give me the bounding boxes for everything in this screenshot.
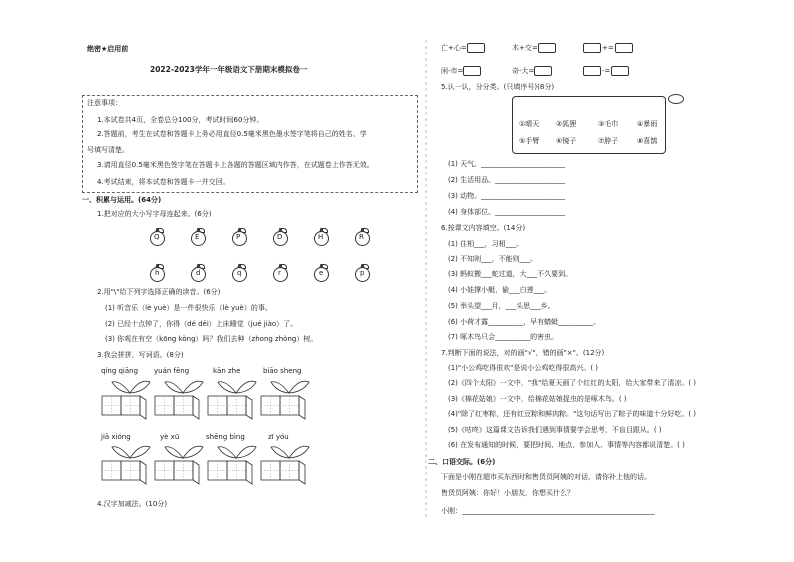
letter-lower: r bbox=[278, 269, 281, 277]
leaf-icon bbox=[271, 446, 309, 458]
judge-item: (6) 在发布通知的时候，要把时间、地点、参加人、事情等内容都说清楚。( ) bbox=[448, 441, 685, 449]
letter-lower: d bbox=[196, 269, 201, 277]
judge-item: (4)"除了红枣粽，还有红豆粽和鲜肉粽。"这句话写出了粽子的味道十分好吃。( ) bbox=[448, 410, 697, 418]
answer-box[interactable] bbox=[534, 66, 552, 76]
fill-item: (2) 不知则___，不能则___。 bbox=[448, 255, 538, 263]
word-item: ①晴天 bbox=[519, 120, 540, 128]
question-2-item: (3) 你观在有空（kōng kòng）吗？我们去种（zhong zhòng）树。 bbox=[105, 335, 318, 343]
leaf-icon bbox=[112, 381, 150, 393]
pinyin-label: yuán fēng bbox=[154, 367, 190, 375]
pinyin-label: kān zhe bbox=[213, 367, 241, 375]
classify-item: (1) 天气。________________________ bbox=[448, 160, 566, 168]
page-title: 2022-2023学年一年级语文下册期末模拟卷一 bbox=[150, 65, 308, 74]
question-2-item: (2) 已经十点钟了，你得（dé děi）上床睡觉（jué jiào）了。 bbox=[105, 320, 298, 328]
letter-upper: Q bbox=[154, 233, 160, 241]
char-math: 木+交= bbox=[512, 43, 556, 53]
judge-item: (3)《棉花姑娘》一文中，给棉花姑娘捉虫的是啄木鸟。( ) bbox=[448, 395, 627, 403]
answer-box[interactable] bbox=[467, 43, 485, 53]
notice-heading: 注意事项： bbox=[87, 99, 122, 107]
answer-box[interactable] bbox=[538, 43, 556, 53]
pinyin-label: jiā xióng bbox=[101, 433, 131, 441]
leaf-icon bbox=[271, 381, 309, 393]
notice-item: 3.请用直径0.5毫米黑色签字笔在答题卡上各题的答题区域内作答，在试题卷上作答无效。 bbox=[97, 161, 374, 169]
answer-box[interactable] bbox=[463, 66, 481, 76]
pinyin-label: biāo sheng bbox=[263, 367, 302, 375]
classify-item: (3) 动物。________________________ bbox=[448, 192, 566, 200]
classify-item: (4) 身体部位。____________________ bbox=[448, 208, 566, 216]
word-item: ⑤手臂 bbox=[519, 137, 540, 145]
judge-item: (2)《四个太阳》一文中，"我"给夏天画了个红红的太阳，给大家带来了清凉。( ) bbox=[448, 379, 697, 387]
question-3: 3.我会拼拼，写词语。(8分) bbox=[97, 351, 184, 359]
fill-item: (5) 举头望___月，___头思___乡。 bbox=[448, 302, 555, 310]
fill-item: (1) 住相___，习相___。 bbox=[448, 240, 524, 248]
question-6: 6.按课文内容填空。(14分) bbox=[441, 224, 526, 232]
word-item: ④暴雨 bbox=[637, 120, 658, 128]
letter-upper: E bbox=[195, 233, 200, 241]
notice-item: 号填写清楚。 bbox=[87, 146, 129, 154]
oral-answer-line: 小刚：_______________________________________________________ bbox=[441, 507, 655, 515]
notice-item: 1.本试卷共4页，全卷总分100分，考试时间60分钟。 bbox=[97, 116, 264, 124]
oral-line: 售货员阿姨：你好！小朋友，你想买什么？ bbox=[441, 489, 574, 497]
question-5: 5.认一认，分分类。(只填序号)(8分) bbox=[441, 83, 555, 91]
answer-box[interactable] bbox=[583, 66, 601, 76]
word-item: ②狐狸 bbox=[556, 120, 577, 128]
question-1: 1.把对应的大小写字母连起来。(6分) bbox=[97, 210, 212, 218]
bird-icon bbox=[668, 94, 684, 104]
classify-item: (2) 生活用品。____________________ bbox=[448, 176, 566, 184]
char-math: 闲-市= bbox=[441, 66, 481, 76]
word-item: ⑥镜子 bbox=[556, 137, 577, 145]
fill-item: (4) 小娃撑小艇，偷___白莲___。 bbox=[448, 286, 552, 294]
fill-item: (3) 蚂蚁搬___蛇过道，大___不久要到。 bbox=[448, 270, 573, 278]
letter-lower: p bbox=[360, 269, 365, 277]
question-7: 7.判断下面的说法，对的画"√"，错的画"×"。(12分) bbox=[441, 349, 605, 357]
char-math: -= bbox=[583, 66, 629, 76]
leaf-icon bbox=[165, 381, 203, 393]
question-2: 2.用"\"给下列字选择正确的读音。(6分) bbox=[97, 288, 221, 296]
answer-box[interactable] bbox=[615, 43, 633, 53]
section-heading: 一、积累与运用。(64分) bbox=[82, 196, 162, 204]
word-item: ⑦脖子 bbox=[598, 137, 619, 145]
char-math: 亡+心= bbox=[441, 43, 485, 53]
answer-box[interactable] bbox=[583, 43, 601, 53]
oral-description: 下面是小刚在超市买东西时和售货员阿姨的对话，请你补上他的话。 bbox=[441, 473, 651, 481]
word-item: ⑧喜鹊 bbox=[637, 137, 658, 145]
pinyin-label: zī yóu bbox=[268, 433, 289, 441]
pinyin-label: yè xū bbox=[160, 433, 180, 441]
pinyin-label: qíng qiāng bbox=[101, 367, 139, 375]
letter-upper: D bbox=[277, 233, 283, 241]
leaf-icon bbox=[218, 381, 256, 393]
answer-box[interactable] bbox=[611, 66, 629, 76]
leaf-icon bbox=[112, 446, 150, 458]
secret-label: 绝密★启用前 bbox=[87, 45, 129, 53]
fill-item: (7) 啄木鸟只会__________的害虫。 bbox=[448, 333, 559, 341]
letter-lower: h bbox=[155, 269, 160, 277]
letter-upper: P bbox=[236, 233, 241, 241]
judge-item: (5)《咕咚》这篇课文告诉我们遇到事情要学会思考，不盲目跟从。( ) bbox=[448, 426, 662, 434]
letter-upper: H bbox=[318, 233, 324, 241]
notice-item: 4.考试结束，将本试卷和答题卡一并交回。 bbox=[97, 178, 230, 186]
letter-upper: R bbox=[359, 233, 364, 241]
char-math: 奇-大= bbox=[512, 66, 552, 76]
notice-item: 2.答题前，考生在试卷和答题卡上务必用直径0.5毫米黑色墨水签字笔将自己的姓名、学 bbox=[97, 130, 367, 138]
section-heading: 二、口语交际。(6分) bbox=[428, 458, 496, 466]
letter-lower: q bbox=[237, 269, 242, 277]
leaf-icon bbox=[218, 446, 256, 458]
leaf-icon bbox=[165, 446, 203, 458]
word-item: ③毛巾 bbox=[598, 120, 619, 128]
letter-lower: e bbox=[319, 269, 324, 277]
question-2-item: (1) 听音乐（lè yuè）是一件很快乐（lè yuè）的事。 bbox=[105, 304, 272, 312]
fill-item: (6) 小荷才露__________，早有蜻蜓__________。 bbox=[448, 318, 601, 326]
judge-item: (1)"小公鸡吃得很欢"是说小公鸡吃得很高兴。( ) bbox=[448, 364, 599, 372]
question-4: 4.汉字加减法。(10分) bbox=[97, 500, 168, 508]
pinyin-label: shēng bìng bbox=[206, 433, 245, 441]
char-math: += bbox=[583, 43, 633, 53]
